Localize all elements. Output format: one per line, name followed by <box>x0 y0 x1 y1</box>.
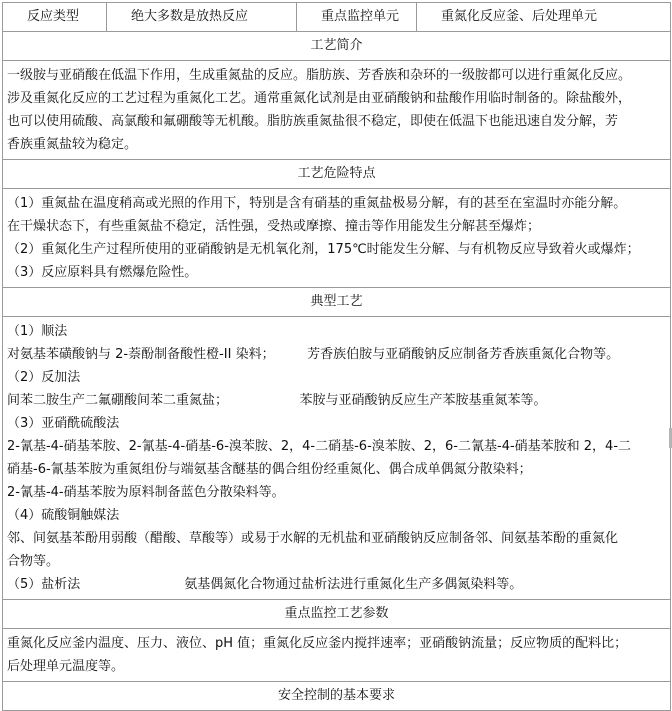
hazard-line: 在干燥状态下，有些重氮盐不稳定，活性强，受热或摩擦、撞击等作用能发生分解甚至爆炸； <box>7 219 541 234</box>
typical-line: （5）盐析法 氨基偶氮化合物通过盐析法进行重氮化生产多偶氮染料等。 <box>7 577 523 592</box>
typical-line: 对氨基苯磺酸钠与 2-萘酚制备酸性橙-II 染料； 芳香族伯胺与亚硝酸钠反应制备芳香族重氮化合物等。 <box>7 347 620 362</box>
typical-line: （2）反加法 <box>7 370 81 385</box>
intro-line: 一级胺与亚硝酸在低温下作用，生成重氮盐的反应。脂肪族、芳香族和杂环的一级胺都可以进行重氮化反应。 <box>7 68 632 83</box>
hazard-line: （2）重氮化生产过程所使用的亚硝酸钠是无机氧化剂，175℃时能发生分解、与有机物反应导致着火或爆炸； <box>7 242 640 257</box>
header-row <box>3 3 671 32</box>
hazard-line: （1）重氮盐在温度稍高或光照的作用下，特别是含有硝基的重氮盐极易分解，有的甚至在室温时亦能分解。 <box>7 196 627 211</box>
section-title-safety: 安全控制的基本要求 <box>3 682 671 711</box>
section-body-typical <box>3 317 671 600</box>
section-title-intro: 工艺简介 <box>3 32 671 61</box>
typical-line: 2-氰基-4-硝基苯胺为原料制备蓝色分散染料等。 <box>7 485 285 500</box>
intro-line: 香族重氮盐较为稳定。 <box>7 137 138 152</box>
params-line: 后处理单元温度等。 <box>7 659 125 674</box>
section-title-params: 重点监控工艺参数 <box>3 600 671 629</box>
typical-line: （1）顺法 <box>7 324 68 339</box>
intro-line: 涉及重氮化反应的工艺过程为重氮化工艺。通常重氮化试剂是由亚硝酸钠和盐酸作用临时制备的。除盐酸外， <box>7 91 632 106</box>
typical-line: 硝基-6-氰基苯胺为重氮组份与端氨基含醚基的偶合组份经重氮化、偶合成单偶氮分散染料； <box>7 462 532 477</box>
typical-line: 间苯二胺生产二氟硼酸间苯二重氮盐； 苯胺与亚硝酸钠反应生产苯胺基重氮苯等。 <box>7 393 547 408</box>
section-title-typical: 典型工艺 <box>3 288 671 317</box>
typical-line: 2-氰基-4-硝基苯胺、2-氰基-4-硝基-6-溴苯胺、2，4-二硝基-6-溴苯胺、2，6-二氰基-4-硝基苯胺和 2，4-二 <box>7 439 632 454</box>
monitor-unit-value: 重氮化反应釜、后处理单元 <box>417 3 671 32</box>
section-body-hazards <box>3 189 671 288</box>
params-line: 重氮化反应釜内温度、压力、液位、pH 值；重氮化反应釜内搅拌速率；亚硝酸钠流量；反应物质的配料比； <box>7 636 628 651</box>
reaction-type-value: 绝大多数是放热反应 <box>107 3 297 32</box>
typical-line: （4）硫酸铜触媒法 <box>7 508 120 523</box>
section-title-hazards: 工艺危险特点 <box>3 160 671 189</box>
typical-line: （3）亚硝酰硫酸法 <box>7 416 120 431</box>
section-body-params <box>3 629 671 682</box>
intro-line: 也可以使用硫酸、高氯酸和氟硼酸等无机酸。脂肪族重氮盐很不稳定，即使在低温下也能迅速自发分解，芳 <box>7 114 619 129</box>
process-info-table <box>2 2 671 711</box>
section-body-intro <box>3 61 671 160</box>
hazard-line: （3）反应原料具有燃爆危险性。 <box>7 265 198 280</box>
typical-line: 合物等。 <box>7 554 60 569</box>
typical-line: 邻、间氨基苯酚用弱酸（醋酸、草酸等）或易于水解的无机盐和亚硝酸钠反应制备邻、间氨基苯酚的重氮化 <box>7 531 619 546</box>
reaction-type-label: 反应类型 <box>3 3 107 32</box>
monitor-unit-label: 重点监控单元 <box>297 3 417 32</box>
